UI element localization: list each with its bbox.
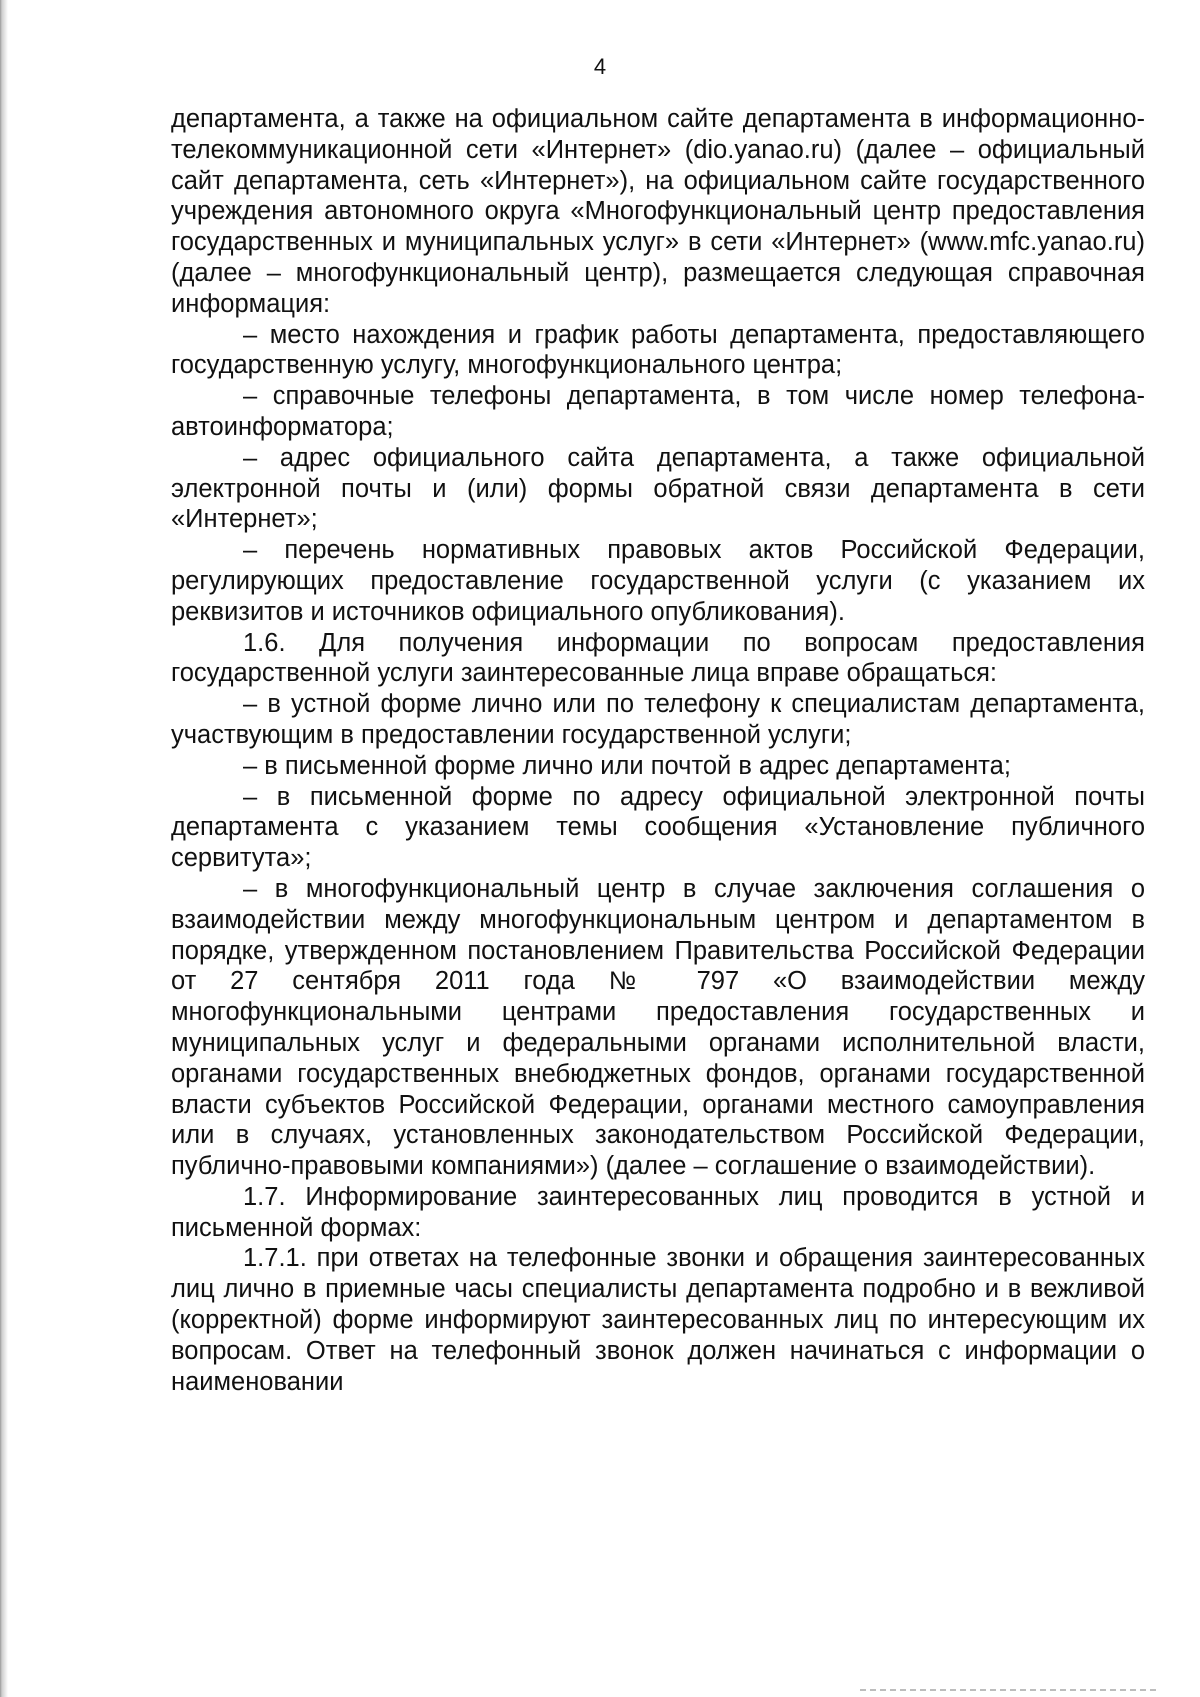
list-item-location: – место нахождения и график работы департамента, предоставляющего государственную услугу, многофункционального центра; xyxy=(171,320,1145,380)
section-1-7: 1.7. Информирование заинтересованных лиц проводится в устной и письменной формах: xyxy=(171,1182,1145,1242)
list-item-phones: – справочные телефоны департамента, в том числе номер телефона-автоинформатора; xyxy=(171,382,1145,441)
list-item-mfc: – в многофункциональный центр в случае заключения соглашения о взаимодействии между многофункциональным центром и департаментом в порядке, утвержденном постановлением Правительства Российской Федерации от 27 сентября 2011 года № 797 «О взаимодействии между многофункциональными центрами предоставления государственных и муниципальных услуг и федеральными органами исполнительной власти, органами государственных внебюджетных фондов, органами государственной власти субъектов Российской Федерации, органами местного самоуправления или в случаях, установленных законодательством Российской Федерации, публично-правовыми компаниями») (далее – соглашение о взаимодействии). xyxy=(171,874,1145,1181)
section-1-7-1: 1.7.1. при ответах на телефонные звонки и обращения заинтересованных лиц лично в приемные часы специалисты департамента подробно и в вежливой (корректной) форме информируют заинтересованных лиц по интересующим их вопросам. Ответ на телефонный звонок должен начинаться с информации о наименовании xyxy=(171,1244,1145,1396)
list-item-written-mail: – в письменной форме лично или почтой в адрес департамента; xyxy=(243,751,1011,780)
document-body xyxy=(171,104,1145,1397)
page-number: 4 xyxy=(593,54,607,79)
paragraph-intro: департамента, а также на официальном сайте департамента в информационно-телекоммуникационной сети «Интернет» (dio.yanao.ru) (далее – официальный сайт департамента, сеть «Интернет»), на официальном сайте государственного учреждения автономного округа «Многофункциональный центр предоставления государственных и муниципальных услуг» в сети «Интернет» (www.mfc.yanao.ru) (далее – многофункциональный центр), размещается следующая справочная информация: xyxy=(171,105,1145,318)
list-item-oral: – в устной форме лично или по телефону к специалистам департамента, участвующим в предоставлении государственной услуги; xyxy=(171,690,1145,749)
list-item-written-email: – в письменной форме по адресу официальной электронной почты департамента с указанием темы сообщения «Установление публичного сервитута»; xyxy=(171,782,1145,873)
scan-bottom-edge xyxy=(860,1689,1160,1691)
list-item-legal-acts: – перечень нормативных правовых актов Российской Федерации, регулирующих предоставление государственной услуги (с указанием их реквизитов и источников официального опубликования). xyxy=(171,536,1145,626)
list-item-website: – адрес официального сайта департамента, а также официальной электронной почты и (или) формы обратной связи департамента в сети «Интернет»; xyxy=(171,443,1145,534)
scan-left-edge xyxy=(0,0,8,1697)
section-1-6: 1.6. Для получения информации по вопросам предоставления государственной услуги заинтересованные лица вправе обращаться: xyxy=(171,628,1145,688)
